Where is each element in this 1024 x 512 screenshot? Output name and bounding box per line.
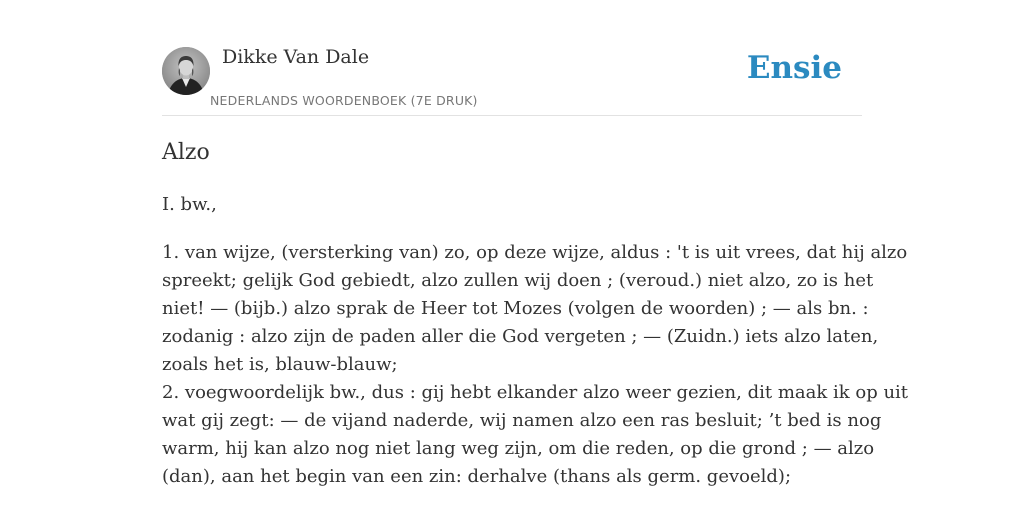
author-name[interactable]: Dikke Van Dale (222, 46, 370, 68)
definition-line: (dan), aan het begin van een zin: derhalve (thans als germ. gevoeld); (162, 466, 792, 487)
entry-definition (162, 239, 909, 491)
author-avatar[interactable] (162, 47, 210, 95)
source-label[interactable]: NEDERLANDS WOORDENBOEK (7E DRUK) (210, 93, 478, 108)
part-of-speech: I. bw., (162, 194, 217, 215)
definition-line: wat gij zegt: — de vijand naderde, wij namen alzo een ras besluit; ’t bed is nog (162, 410, 882, 431)
definition-line: spreekt; gelijk God gebiedt, alzo zullen wij doen ; (veroud.) niet alzo, zo is het (162, 270, 874, 291)
definition-line: warm, hij kan alzo nog niet lang weg zijn, om die reden, op die grond ; — alzo (162, 438, 875, 459)
definition-line: 1. van wijze, (versterking van) zo, op deze wijze, aldus : 't is uit vrees, dat hij alzo (162, 242, 908, 263)
ensie-logo[interactable]: Ensie (746, 50, 842, 86)
header (162, 0, 862, 116)
definition-line: 2. voegwoordelijk bw., dus : gij hebt elkander alzo weer gezien, dit maak ik op uit (162, 382, 909, 403)
definition-line: zodanig : alzo zijn de paden aller die God vergeten ; — (Zuidn.) iets alzo laten, (162, 326, 879, 347)
definition-line: zoals het is, blauw-blauw; (162, 354, 398, 375)
definition-line: niet! — (bijb.) alzo sprak de Heer tot Mozes (volgen de woorden) ; — als bn. : (162, 298, 869, 319)
entry-title: Alzo (162, 140, 210, 165)
portrait-photo-icon (162, 47, 210, 95)
